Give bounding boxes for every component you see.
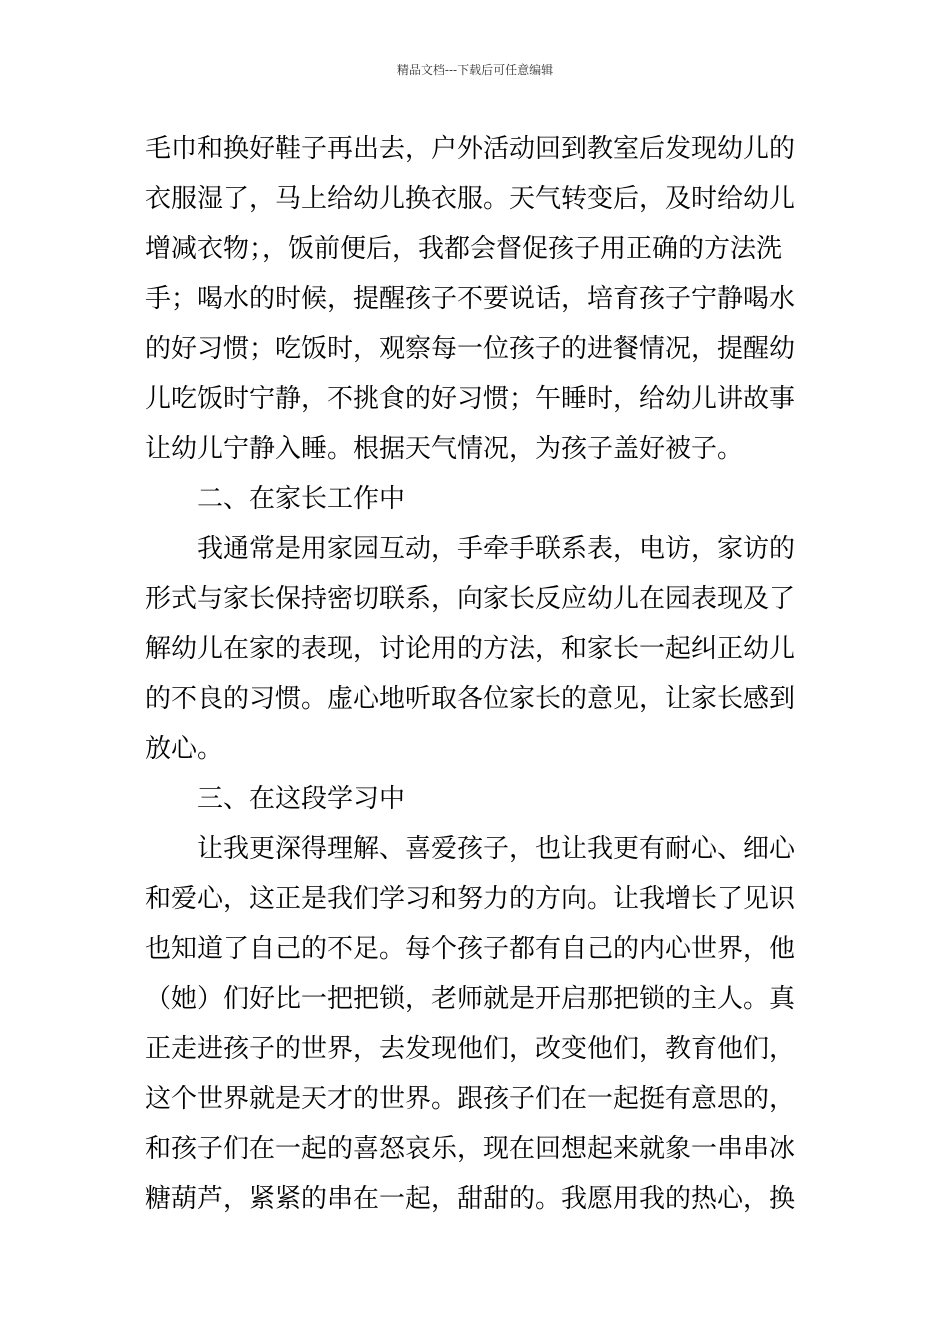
text-line: 糖葫芦，紧紧的串在一起，甜甜的。我愿用我的热心，换 bbox=[145, 1184, 796, 1214]
document-body bbox=[145, 124, 810, 1224]
text-line: 也知道了自己的不足。每个孩子都有自己的内心世界，他 bbox=[145, 934, 796, 964]
text-line: 衣服湿了，马上给幼儿换衣服。天气转变后，及时给幼儿 bbox=[145, 184, 796, 214]
text-line: 毛巾和换好鞋子再出去，户外活动回到教室后发现幼儿的 bbox=[145, 134, 796, 164]
page-header: 精品文档---下载后可任意编辑 bbox=[396, 63, 554, 77]
text-line: 儿吃饭时宁静，不挑食的好习惯；午睡时，给幼儿讲故事 bbox=[145, 384, 796, 414]
text-line: 和爱心，这正是我们学习和努力的方向。让我增长了见识 bbox=[145, 884, 796, 914]
text-line: 正走进孩子的世界，去发现他们，改变他们，教育他们， bbox=[145, 1034, 796, 1064]
text-line: 三、在这段学习中 bbox=[197, 784, 406, 814]
text-line: 放心。 bbox=[145, 734, 224, 764]
text-line: 我通常是用家园互动，手牵手联系表，电访，家访的 bbox=[197, 534, 796, 564]
text-line: 让我更深得理解、喜爱孩子，也让我更有耐心、细心 bbox=[197, 834, 796, 864]
text-line: 这个世界就是天才的世界。跟孩子们在一起挺有意思的， bbox=[145, 1084, 796, 1114]
text-line: 手；喝水的时候，提醒孩子不要说话，培育孩子宁静喝水 bbox=[145, 284, 796, 314]
text-line: 的好习惯；吃饭时，观察每一位孩子的进餐情况，提醒幼 bbox=[145, 334, 796, 364]
text-line: 的不良的习惯。虚心地听取各位家长的意见，让家长感到 bbox=[145, 684, 796, 714]
text-line: （她）们好比一把把锁，老师就是开启那把锁的主人。真 bbox=[145, 984, 796, 1014]
text-line: 形式与家长保持密切联系，向家长反应幼儿在园表现及了 bbox=[145, 584, 796, 614]
text-line: 让幼儿宁静入睡。根据天气情况，为孩子盖好被子。 bbox=[145, 434, 744, 464]
text-line: 增减衣物；，饭前便后，我都会督促孩子用正确的方法洗 bbox=[145, 234, 783, 264]
text-line: 二、在家长工作中 bbox=[197, 484, 406, 514]
text-line: 和孩子们在一起的喜怒哀乐，现在回想起来就象一串串冰 bbox=[145, 1134, 796, 1164]
text-line: 解幼儿在家的表现，讨论用的方法，和家长一起纠正幼儿 bbox=[145, 634, 796, 664]
